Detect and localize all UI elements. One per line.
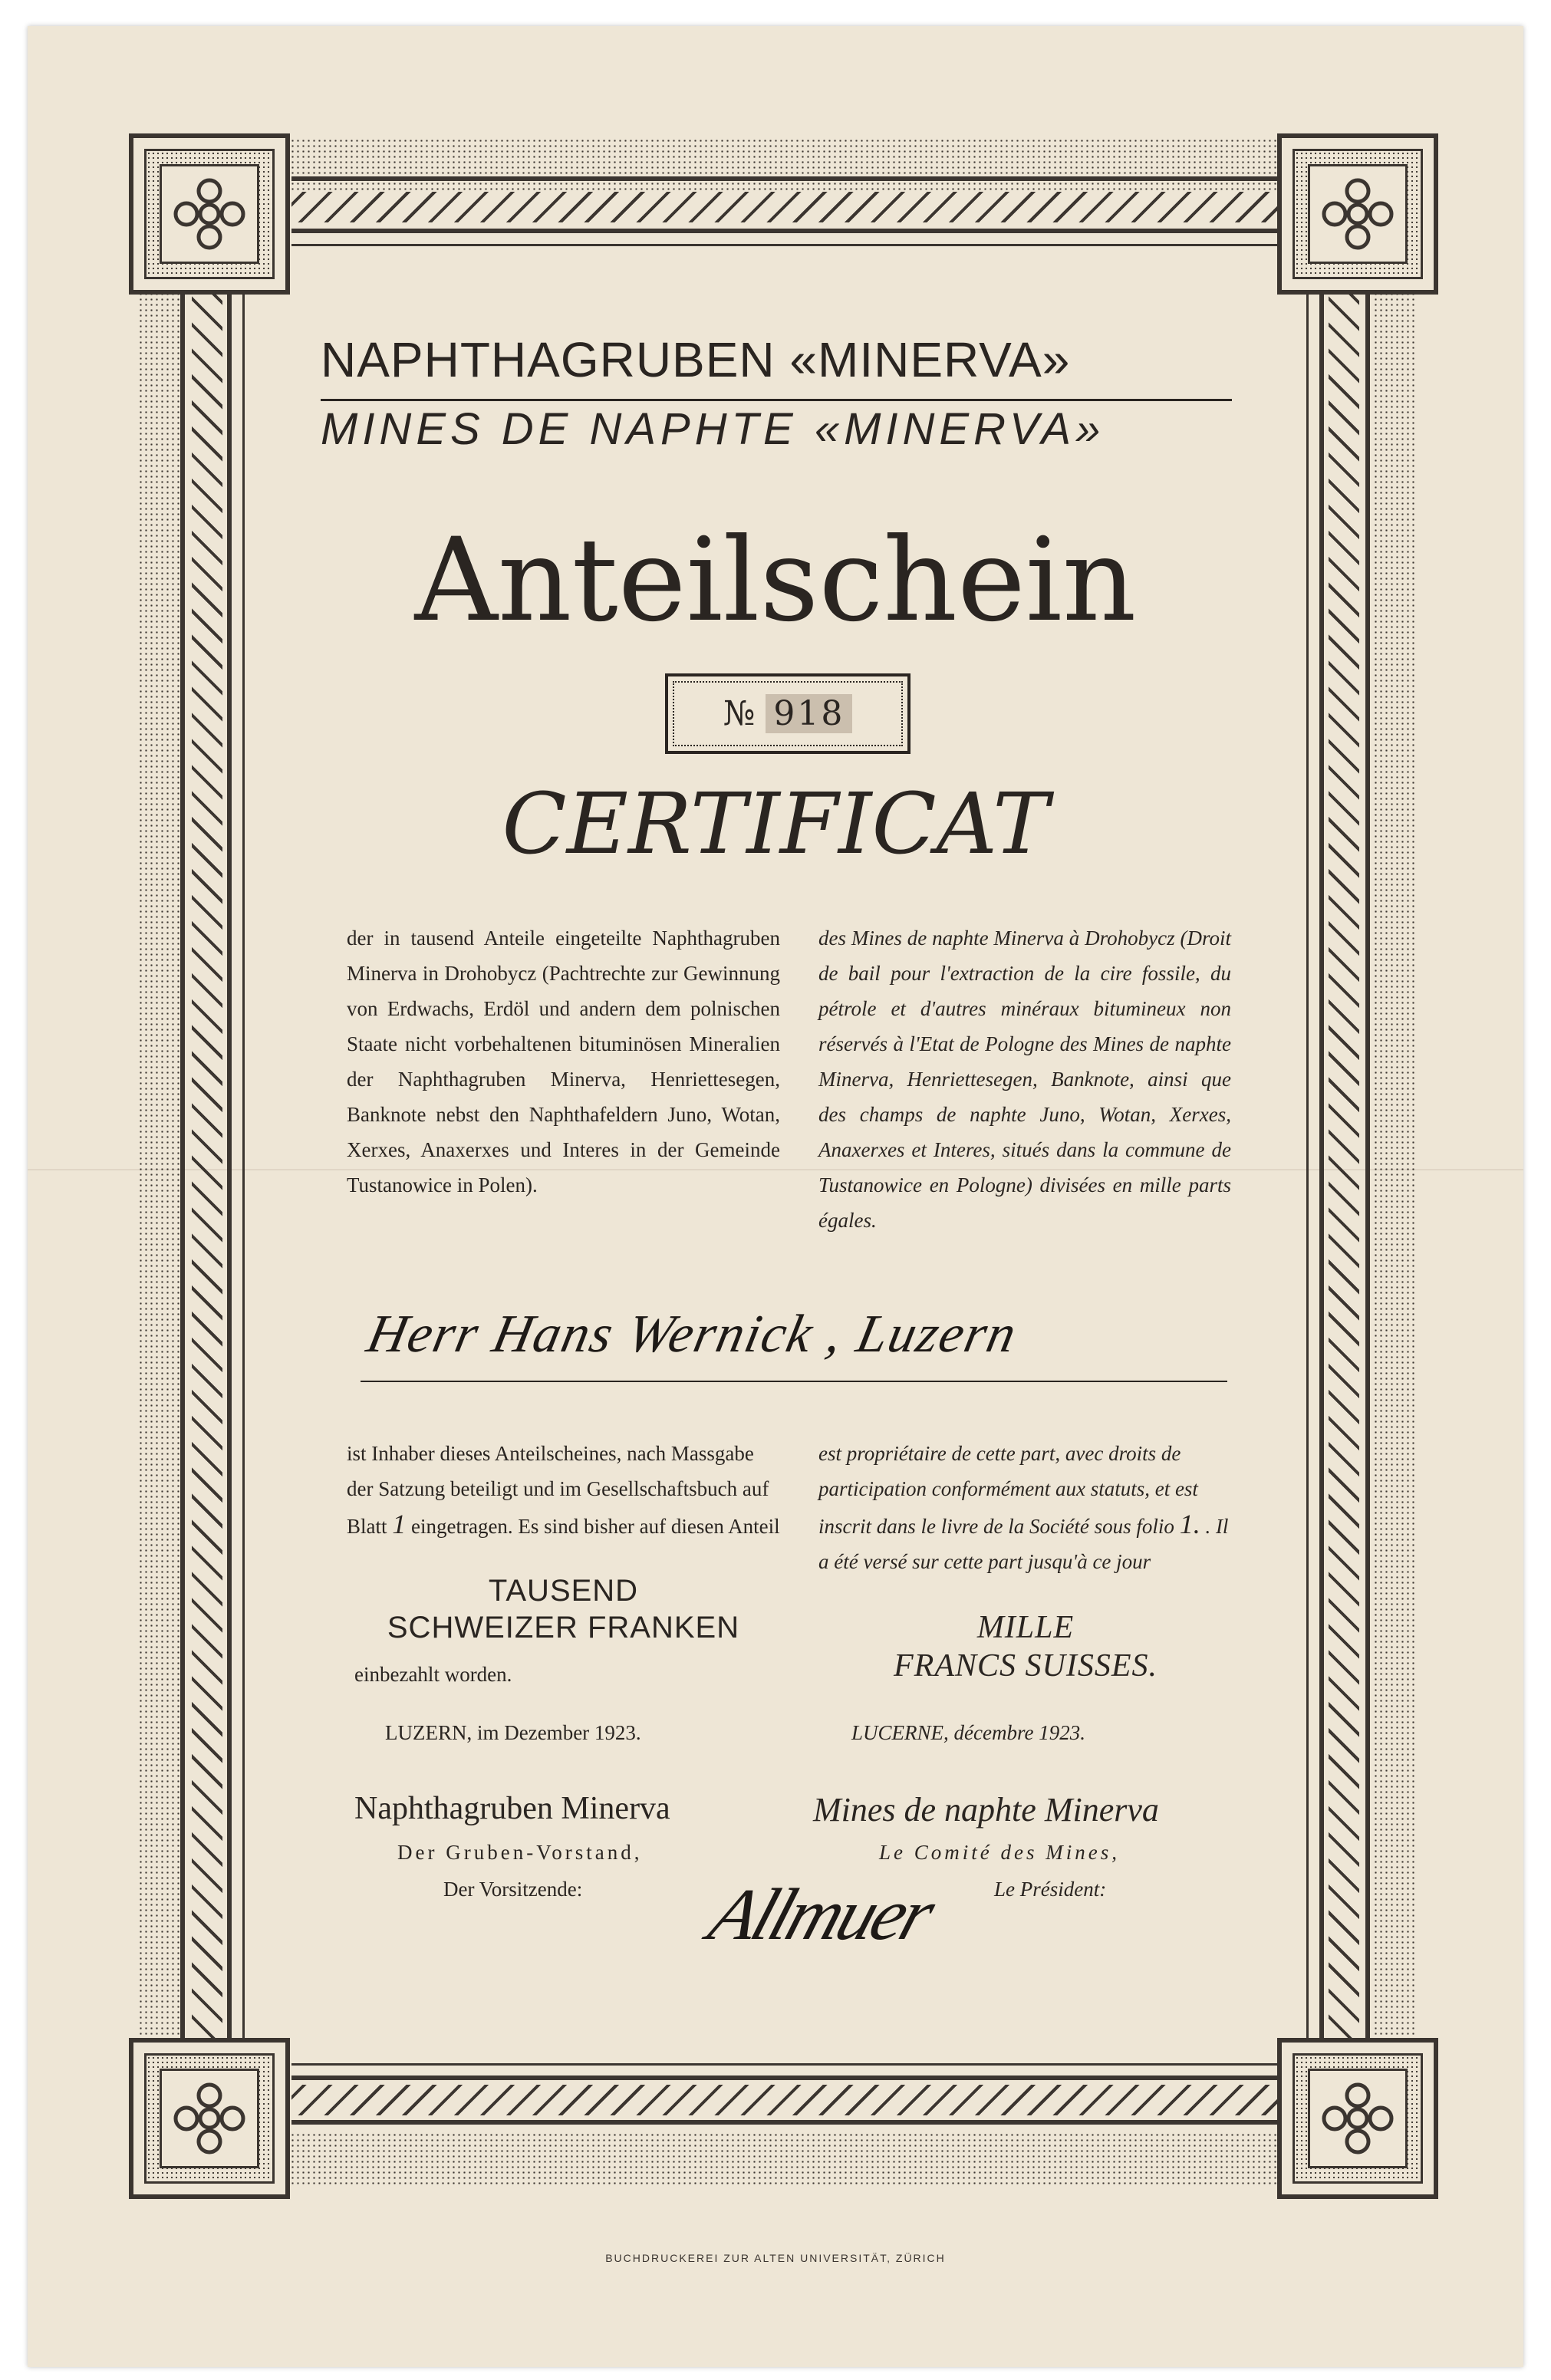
body-fr-text-after: . Il a été versé sur cette part jusqu'à ce jour <box>818 1515 1229 1573</box>
heading-rule <box>321 399 1232 401</box>
flower-icon <box>168 2077 251 2160</box>
frame-dots-top <box>215 138 1335 192</box>
certificate-number-box <box>665 673 911 754</box>
frame-rule <box>291 2120 1289 2125</box>
company-sign-de: Naphthagruben Minerva <box>354 1791 670 1826</box>
title-certificat: CERTIFICAT <box>502 775 1049 873</box>
body-text-de <box>347 1436 780 1544</box>
holder-name-handwritten: Herr Hans Wernick , Luzern <box>361 1305 1022 1364</box>
company-name-fr: MINES DE NAPHTE «MINERVA» <box>321 404 1105 454</box>
board-de: Der Gruben-Vorstand, <box>397 1841 643 1864</box>
number-prefix: № <box>723 694 756 733</box>
flower-icon <box>168 173 251 255</box>
body-de-text-after: eingetragen. Es sind bisher auf diesen Anteil <box>411 1515 780 1538</box>
corner-ornament-top-right <box>1277 133 1438 295</box>
amount-fr-line2: FRANCS SUISSES. <box>894 1648 1157 1684</box>
board-fr: Le Comité des Mines, <box>879 1841 1120 1864</box>
holder-line <box>361 1381 1227 1382</box>
signature: Allmuer <box>700 1873 943 1955</box>
frame-rule <box>291 244 1289 246</box>
frame-rule <box>291 229 1289 233</box>
folio-de: 1 <box>392 1509 407 1539</box>
body-de-text: ist Inhaber dieses Anteilscheines, nach Massgabe der Satzung beteiligt und im Gesellschaftsbuch auf Blatt <box>347 1442 769 1538</box>
corner-ornament-top-left <box>129 133 290 295</box>
flower-icon <box>1316 173 1399 255</box>
amount-de-line1: TAUSEND <box>488 1574 639 1608</box>
title-anteilschein: Anteilschein <box>414 514 1137 647</box>
company-name-de: NAPHTHAGRUBEN «MINERVA» <box>321 332 1071 387</box>
intro-text-de: der in tausend Anteile eingeteilte Naphthagruben Minerva in Drohobycz (Pachtrechte zur Gewinnung von Erdwachs, Erdöl und andern dem polnischen Staate nicht vorbehaltenen bituminösen Mineralien der Naphthagruben Minerva, Henriettesegen, Banknote nebst den Naphthafeldern Juno, Wotan, Xerxes, Anaxerxes und Interes in der Gemeinde Tustanowice in Polen). <box>347 927 780 1197</box>
amount-de-line2: SCHWEIZER FRANKEN <box>387 1611 740 1644</box>
frame-rule <box>291 176 1289 181</box>
folio-fr: 1. <box>1179 1509 1200 1539</box>
place-date-de: LUZERN, im Dezember 1923. <box>385 1721 641 1744</box>
body-text-fr <box>818 1436 1233 1579</box>
frame-band-bottom <box>291 2085 1289 2115</box>
corner-ornament-bottom-right <box>1277 2038 1438 2199</box>
frame-rule <box>291 2063 1289 2066</box>
body-fr-text: est propriétaire de cette part, avec droits de participation conformément aux statuts, et est inscrit dans le livre de la Société sous folio <box>818 1442 1198 1538</box>
corner-ornament-bottom-left <box>129 2038 290 2199</box>
intro-text-fr: des Mines de naphte Minerva à Drohobycz (Droit de bail pour l'extraction de la cire fossile, du pétrole et d'autres minéraux bitumineux non réservés à l'Etat de Pologne des Mines de naphte Minerva, Henriettesegen, Banknote, ainsi que des champs de naphte Juno, Wotan, Xerxes, Anaxerxes et Interes, situés dans la commune de Tustanowice en Pologne) divisées en mille parts égales. <box>818 927 1231 1232</box>
amount-fr-line1: MILLE <box>976 1610 1075 1645</box>
frame-band-top <box>291 192 1289 222</box>
chair-fr: Le Président: <box>994 1878 1107 1901</box>
flower-icon <box>1316 2077 1399 2160</box>
frame-dots-bottom <box>215 2132 1335 2186</box>
company-sign-fr: Mines de naphte Minerva <box>813 1791 1159 1829</box>
certificate-number: 918 <box>766 694 852 733</box>
chair-de: Der Vorsitzende: <box>443 1878 583 1901</box>
place-date-fr: LUCERNE, décembre 1923. <box>851 1721 1085 1744</box>
printer-imprint: BUCHDRUCKEREI ZUR ALTEN UNIVERSITÄT, ZÜRICH <box>605 2252 946 2264</box>
frame-rule <box>291 2076 1289 2080</box>
paid-de: einbezahlt worden. <box>354 1663 512 1686</box>
